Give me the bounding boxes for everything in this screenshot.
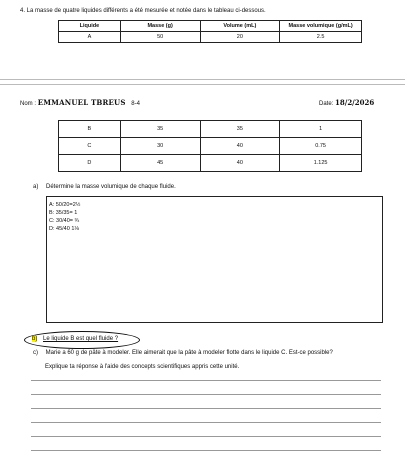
question-c-label: c) xyxy=(33,350,38,356)
table-cell: 40 xyxy=(200,138,280,155)
table-cell: 50 xyxy=(120,32,200,43)
table-cell: 2.5 xyxy=(280,32,362,43)
table-cell: 45 xyxy=(120,155,200,172)
name-line xyxy=(20,99,140,108)
table-cell: 40 xyxy=(200,155,280,172)
header-masse: Masse (g) xyxy=(120,21,200,32)
data-table-top xyxy=(58,20,362,43)
table-row xyxy=(59,155,362,172)
date-label: Date: xyxy=(319,101,334,107)
question-c-text2: Explique ta réponse à l'aide des concepts scientifiques appris cette unité. xyxy=(45,364,240,370)
writing-line[interactable] xyxy=(31,436,381,437)
page-separator xyxy=(0,84,405,85)
writing-line[interactable] xyxy=(31,422,381,423)
table-cell: 35 xyxy=(120,121,200,138)
nom-label: Nom : xyxy=(20,101,37,107)
answer-line: B: 35/35= 1 xyxy=(49,210,78,216)
table-cell: D xyxy=(59,155,121,172)
table-row xyxy=(59,32,362,43)
writing-line[interactable] xyxy=(31,408,381,409)
question-b xyxy=(32,335,118,343)
table-cell: 30 xyxy=(120,138,200,155)
table-cell: 1.125 xyxy=(280,155,362,172)
student-group: 8-4 xyxy=(131,101,140,107)
question-a-label: a) xyxy=(33,184,39,190)
answer-line: D: 45/40 1⅛ xyxy=(49,226,79,232)
answer-box[interactable] xyxy=(46,196,383,323)
question-c xyxy=(33,349,333,357)
table-row xyxy=(59,138,362,155)
table-cell: C xyxy=(59,138,121,155)
answer-line: A: 50/20=2½ xyxy=(49,202,81,208)
question-a-text: Détermine la masse volumique de chaque fluide. xyxy=(46,184,176,190)
table-header-row xyxy=(59,21,362,32)
table-cell: 0.75 xyxy=(280,138,362,155)
writing-line[interactable] xyxy=(31,394,381,395)
data-table-bottom xyxy=(58,120,362,172)
student-name: EMMANUEL TBREUS xyxy=(37,98,126,107)
answer-line: C: 30/40= ¾ xyxy=(49,218,80,224)
table-row xyxy=(59,121,362,138)
table-cell: 35 xyxy=(200,121,280,138)
writing-line[interactable] xyxy=(31,450,381,451)
table-cell: 20 xyxy=(200,32,280,43)
page-separator xyxy=(0,79,405,80)
header-volume: Volume (mL) xyxy=(200,21,280,32)
header-liquide: Liquide xyxy=(59,21,121,32)
table-cell: B xyxy=(59,121,121,138)
question-b-text: Le liquide B est quel fluide ? xyxy=(43,336,119,342)
question-c-text: Marie a 60 g de pâte à modeler. Elle aimerait que la pâte à modeler flotte dans le liquide C. Est-ce possible? xyxy=(45,350,333,356)
table-cell: 1 xyxy=(280,121,362,138)
question-4-intro: 4. La masse de quatre liquides différents a été mesurée et notée dans le tableau ci-dessous. xyxy=(20,8,266,14)
writing-line[interactable] xyxy=(31,380,381,381)
date-value: 18/2/2026 xyxy=(335,98,375,107)
table-cell: A xyxy=(59,32,121,43)
question-b-label: b) xyxy=(32,336,38,342)
question-a xyxy=(33,183,176,191)
date-line xyxy=(319,99,374,108)
header-masse-volumique: Masse volumique (g/mL) xyxy=(280,21,362,32)
